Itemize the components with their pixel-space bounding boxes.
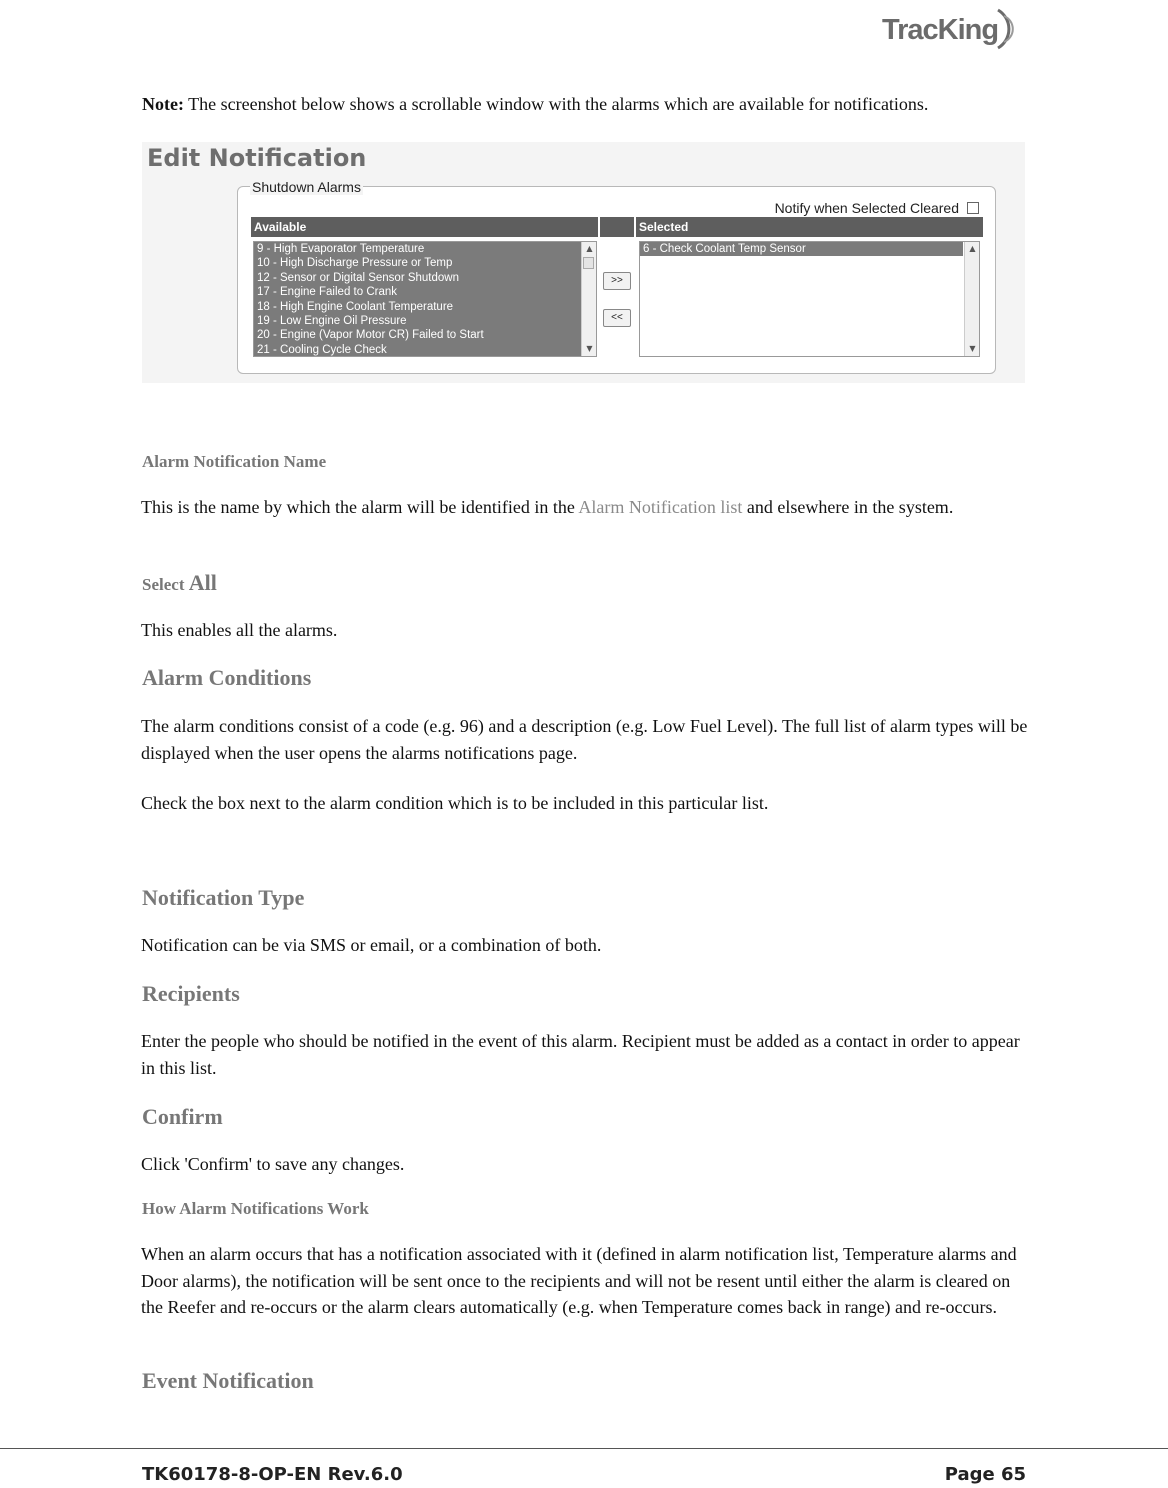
available-list-item[interactable]: 17 - Engine Failed to Crank (257, 286, 397, 299)
available-list-item[interactable]: 12 - Sensor or Digital Sensor Shutdown (257, 271, 459, 284)
available-scrollbar[interactable] (581, 242, 596, 356)
how-alarm-notifications-work-text: When an alarm occurs that has a notification associated with it (defined in alarm notification list, Temperature alarms and Door alarms), the notification will be sent once to the recipients and will not be resent until either the alarm is cleared on the Reefer and re-occurs or the alarm clears automatically (e.g. when Temperature comes back in range) and re-occurs. (141, 1244, 1017, 1317)
select-all-text: This enables all the alarms. (141, 620, 338, 640)
alarm-conditions-text: The alarm conditions consist of a code (e.g. 96) and a description (e.g. Low Fuel Level). The full list of alarm types will be displayed when the user opens the alarms notifications page. (141, 716, 1028, 763)
available-list-item[interactable]: 9 - High Evaporator Temperature (257, 243, 425, 255)
event-notification-heading: Event Notification (142, 1368, 314, 1393)
notify-cleared-option[interactable] (775, 200, 979, 216)
alarm-name-text-a: This is the name by which the alarm will be identified in the (141, 497, 579, 517)
selected-list[interactable] (639, 241, 980, 357)
logo-text: TracKing (882, 14, 999, 46)
notification-type-text: Notification can be via SMS or email, or a combination of both. (141, 935, 602, 955)
alarm-conditions-text-2: Check the box next to the alarm condition which is to be included in this particular list. (141, 793, 769, 813)
footer-doc-id: TK60178-8-OP-EN Rev.6.0 (142, 1464, 403, 1485)
alarm-name-text-b: and elsewhere in the system. (742, 497, 954, 517)
available-list[interactable] (253, 241, 597, 357)
selected-list-item[interactable]: 6 - Check Coolant Temp Sensor (640, 242, 963, 256)
available-list-item[interactable]: 18 - High Engine Coolant Temperature (257, 300, 454, 313)
alarm-notification-name-text (141, 494, 1031, 521)
available-list-item[interactable]: 20 - Engine (Vapor Motor CR) Failed to Start (257, 329, 484, 342)
select-all-heading (142, 570, 217, 596)
selected-header: Selected (636, 217, 983, 237)
add-button[interactable]: >> (603, 272, 631, 290)
remove-button[interactable]: << (603, 309, 631, 327)
confirm-heading: Confirm (142, 1104, 223, 1129)
available-header: Available (251, 217, 598, 237)
edit-notification-screenshot (142, 142, 1025, 383)
shutdown-alarms-fieldset (237, 179, 996, 374)
alarm-notification-name-heading: Alarm Notification Name (142, 452, 327, 471)
alarm-notification-list-link[interactable]: Alarm Notification list (578, 497, 743, 517)
footer-page-number: Page 65 (944, 1464, 1026, 1485)
note-label: Note: (142, 94, 184, 114)
recipients-heading: Recipients (142, 981, 240, 1006)
header-spacer (600, 217, 634, 237)
scroll-up-icon[interactable]: ▲ (969, 244, 976, 253)
confirm-text: Click 'Confirm' to save any changes. (141, 1154, 405, 1174)
how-alarm-notifications-work-heading: How Alarm Notifications Work (142, 1199, 369, 1218)
scroll-up-icon[interactable]: ▲ (586, 244, 593, 253)
edit-notification-title: Edit Notification (147, 144, 367, 172)
alarm-conditions-heading: Alarm Conditions (142, 665, 312, 690)
available-list-item[interactable]: 10 - High Discharge Pressure or Temp (257, 257, 453, 270)
scroll-down-icon[interactable]: ▼ (586, 344, 593, 353)
scroll-down-icon[interactable]: ▼ (969, 344, 976, 353)
notification-type-heading: Notification Type (142, 885, 305, 910)
scroll-thumb[interactable] (583, 257, 594, 269)
logo-signal-icon (990, 6, 1030, 52)
tracking-logo (882, 6, 1032, 52)
recipients-text: Enter the people who should be notified in the event of this alarm. Recipient must be added as a contact in order to appear in this list. (141, 1031, 1020, 1078)
select-all-heading-b: All (184, 570, 217, 595)
footer-divider (0, 1448, 1168, 1449)
note-paragraph (142, 94, 928, 115)
shutdown-alarms-legend: Shutdown Alarms (252, 179, 361, 195)
notify-cleared-checkbox[interactable] (967, 202, 979, 214)
note-text: The screenshot below shows a scrollable window with the alarms which are available for notifications. (183, 94, 929, 114)
available-list-item[interactable]: 19 - Low Engine Oil Pressure (257, 314, 407, 327)
select-all-heading-a: Select (142, 575, 185, 594)
notify-cleared-label: Notify when Selected Cleared (774, 200, 959, 216)
selected-scrollbar[interactable] (964, 242, 979, 356)
available-list-item[interactable]: 21 - Cooling Cycle Check (257, 343, 387, 356)
